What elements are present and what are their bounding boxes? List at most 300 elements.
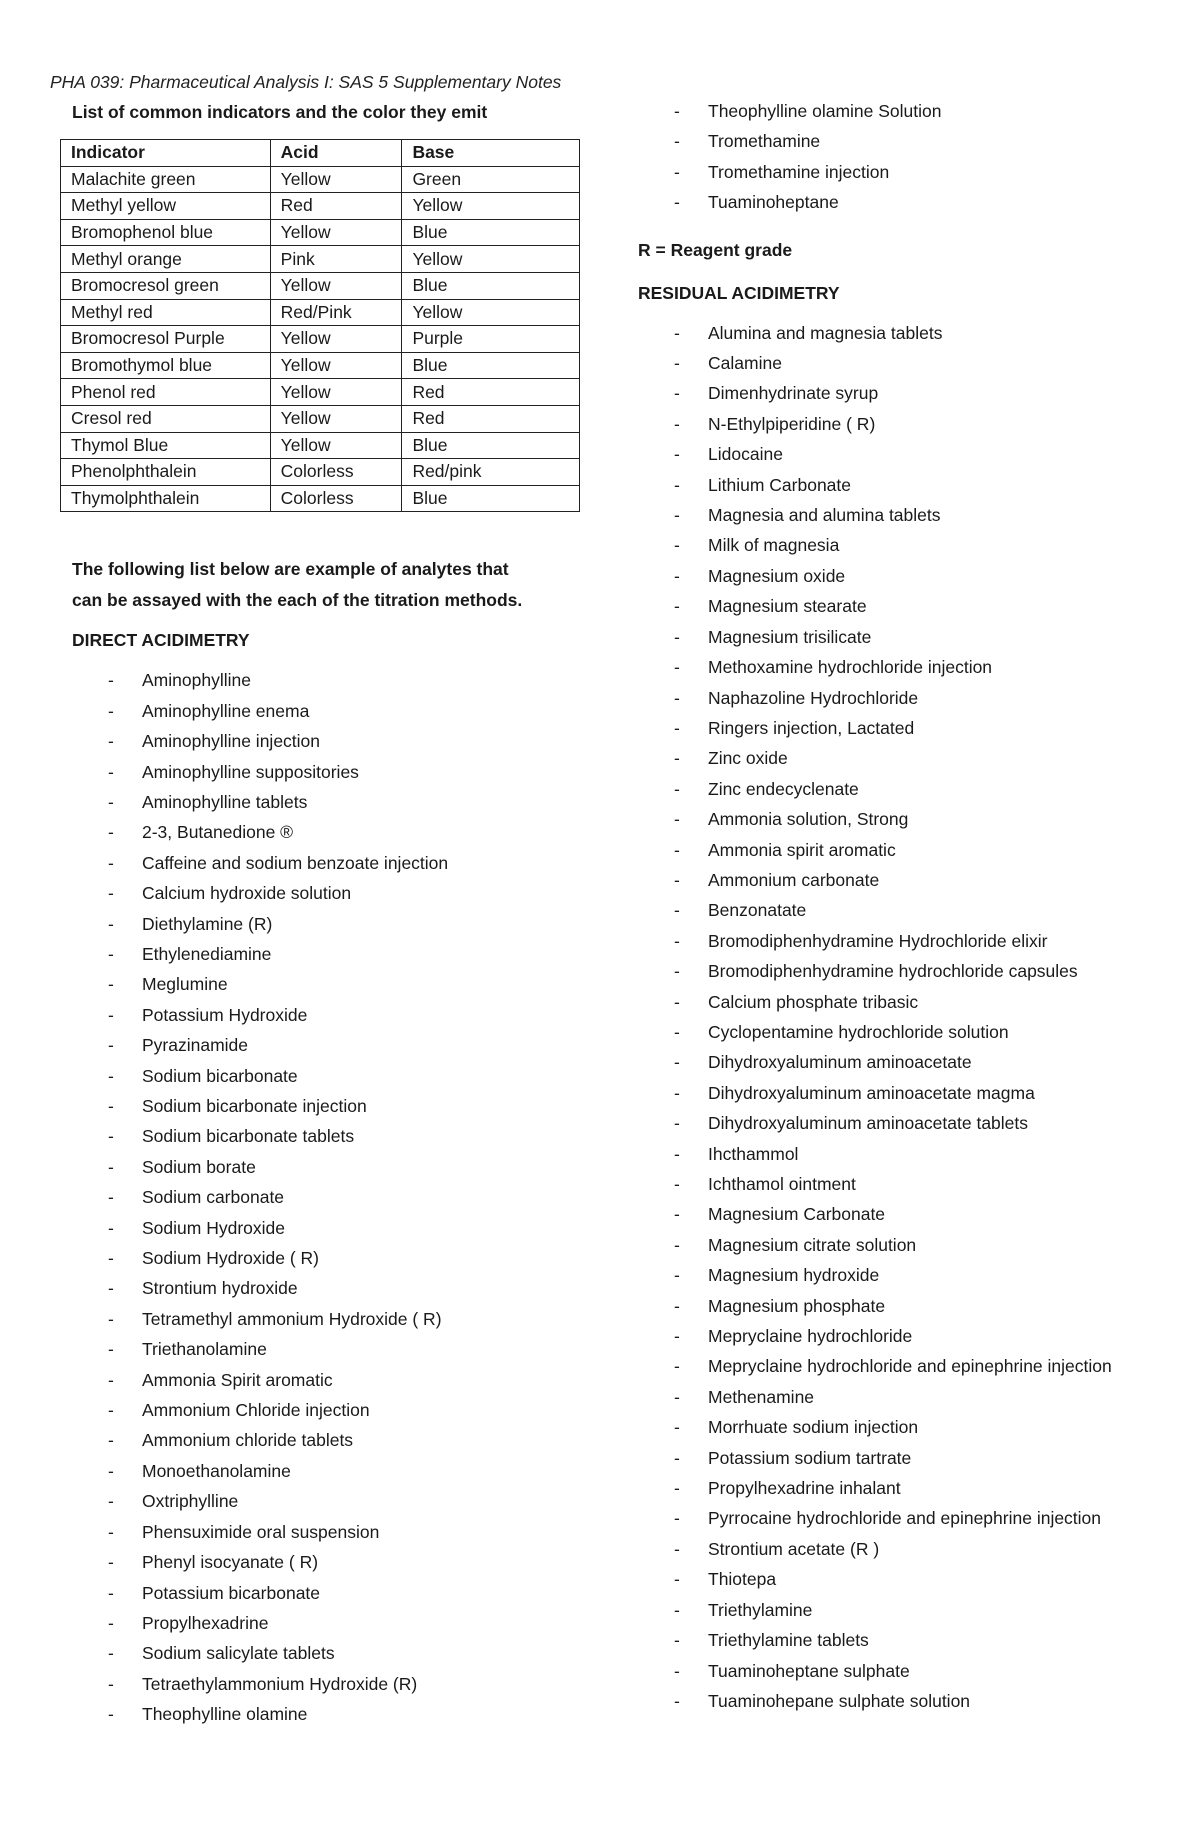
dash-bullet: - [674, 748, 680, 769]
dash-bullet: - [674, 413, 680, 434]
list-item-text: Ammonium Chloride injection [142, 1400, 370, 1421]
dash-bullet: - [674, 1690, 680, 1711]
list-item [636, 126, 1176, 156]
list-item-text: Monoethanolamine [142, 1460, 291, 1481]
dash-bullet: - [108, 1248, 114, 1269]
dash-bullet: - [674, 565, 680, 586]
list-item-text: Calamine [708, 353, 782, 374]
list-item [636, 1564, 1176, 1594]
list-item [60, 1182, 600, 1212]
cell-indicator: Bromocresol green [61, 272, 271, 299]
list-item-text: Methoxamine hydrochloride injection [708, 657, 993, 678]
dash-bullet: - [108, 1278, 114, 1299]
list-item-text: Caffeine and sodium benzoate injection [142, 852, 449, 873]
cell-acid: Yellow [270, 166, 402, 193]
list-item-text: Ihcthammol [708, 1143, 799, 1164]
list-item-text: Phenyl isocyanate ( R) [142, 1552, 319, 1573]
list-item-text: Tromethamine [708, 131, 821, 152]
list-item-text: Morrhuate sodium injection [708, 1417, 919, 1438]
cell-indicator: Methyl yellow [61, 193, 271, 220]
list-item-text: Mepryclaine hydrochloride [708, 1326, 913, 1347]
list-item-text: Tuaminoheptane sulphate [708, 1660, 910, 1681]
dash-bullet: - [674, 596, 680, 617]
list-item [636, 1595, 1176, 1625]
list-item-text: Magnesium hydroxide [708, 1265, 880, 1286]
list-item-text: Propylhexadrine [142, 1612, 269, 1633]
list-item [636, 318, 1176, 348]
list-item [636, 96, 1176, 126]
cell-acid: Yellow [270, 352, 402, 379]
dash-bullet: - [674, 1356, 680, 1377]
cell-indicator: Phenol red [61, 379, 271, 406]
cell-acid: Colorless [270, 485, 402, 512]
list-item-text: Lithium Carbonate [708, 474, 851, 495]
table-row [61, 379, 580, 406]
list-item [636, 1503, 1176, 1533]
dash-bullet: - [674, 869, 680, 890]
list-item [636, 1625, 1176, 1655]
right-column [636, 102, 1176, 1716]
cell-base: Blue [402, 485, 580, 512]
list-item-text: Calcium hydroxide solution [142, 883, 352, 904]
dash-bullet: - [674, 1386, 680, 1407]
dash-bullet: - [674, 1021, 680, 1042]
list-item [636, 348, 1176, 378]
list-item [636, 895, 1176, 925]
list-item [60, 1000, 600, 1030]
list-item-text: Ammonia spirit aromatic [708, 839, 896, 860]
cell-indicator: Bromophenol blue [61, 219, 271, 246]
list-item [636, 1686, 1176, 1716]
dash-bullet: - [674, 1174, 680, 1194]
list-item-text: Aminophylline [142, 670, 251, 691]
dash-bullet: - [674, 474, 680, 495]
cell-indicator: Phenolphthalein [61, 459, 271, 486]
table-row [61, 219, 580, 246]
cell-base: Yellow [402, 246, 580, 273]
list-item-text: Zinc endecyclenate [708, 778, 859, 799]
list-item-text: Diethylamine (R) [142, 913, 273, 934]
table-title: List of common indicators and the color they emit [72, 102, 488, 122]
cell-indicator: Bromocresol Purple [61, 326, 271, 353]
list-item [60, 1669, 600, 1699]
list-item [636, 1139, 1176, 1169]
dash-bullet: - [108, 1552, 114, 1573]
list-item [60, 1547, 600, 1577]
cell-base: Red [402, 379, 580, 406]
dash-bullet: - [108, 822, 114, 843]
dash-bullet: - [108, 883, 114, 904]
list-item-text: Potassium Hydroxide [142, 1004, 308, 1025]
list-item [636, 500, 1176, 530]
dash-bullet: - [108, 1612, 114, 1633]
list-item-text: Tromethamine injection [708, 161, 890, 182]
list-item-text: Ringers injection, Lactated [708, 717, 915, 738]
list-item-text: Sodium bicarbonate tablets [142, 1126, 355, 1147]
list-item [636, 157, 1176, 187]
list-item-text: Aminophylline enema [142, 700, 310, 721]
table-row [61, 459, 580, 486]
list-item-text: Triethylamine [708, 1599, 813, 1620]
list-item [60, 1608, 600, 1638]
list-item-text: Triethanolamine [142, 1339, 267, 1360]
intro-paragraph: The following list below are example of analytes that can be assayed with the each of the titration methods. [72, 559, 523, 611]
list-item [60, 1152, 600, 1182]
table-row [61, 405, 580, 432]
list-item [60, 1699, 600, 1729]
dash-bullet: - [108, 700, 114, 721]
cell-indicator: Thymolphthalein [61, 485, 271, 512]
cell-acid: Yellow [270, 326, 402, 353]
dash-bullet: - [674, 161, 680, 182]
list-item [60, 1213, 600, 1243]
list-item-text: Potassium bicarbonate [142, 1582, 321, 1603]
cell-acid: Red/Pink [270, 299, 402, 326]
list-item [60, 1091, 600, 1121]
list-item-text: Ammonium carbonate [708, 869, 880, 890]
list-item [636, 591, 1176, 621]
list-item-text: Sodium Hydroxide ( R) [142, 1248, 319, 1269]
list-item [60, 1273, 600, 1303]
cell-base: Purple [402, 326, 580, 353]
list-item-text: Magnesia and alumina tablets [708, 505, 941, 526]
list-item-text: Phensuximide oral suspension [142, 1521, 380, 1542]
dash-bullet: - [674, 101, 680, 121]
dash-bullet: - [674, 1113, 680, 1134]
table-row [61, 272, 580, 299]
list-item [60, 787, 600, 817]
dash-bullet: - [108, 1217, 114, 1238]
cell-base: Red [402, 405, 580, 432]
list-item [60, 1456, 600, 1486]
list-item-text: Theophylline olamine Solution [708, 101, 942, 121]
list-item [60, 665, 600, 695]
cell-acid: Colorless [270, 459, 402, 486]
dash-bullet: - [674, 900, 680, 921]
dash-bullet: - [108, 1673, 114, 1694]
list-item [636, 622, 1176, 652]
list-item [60, 909, 600, 939]
list-item [636, 1017, 1176, 1047]
list-item [636, 1351, 1176, 1381]
table-header-row [61, 140, 580, 167]
dash-bullet: - [674, 1569, 680, 1590]
list-item-text: Aminophylline suppositories [142, 761, 359, 782]
cell-base: Green [402, 166, 580, 193]
direct-acidimetry-list [60, 665, 600, 1729]
list-item [636, 1321, 1176, 1351]
list-item [636, 378, 1176, 408]
cell-indicator: Thymol Blue [61, 432, 271, 459]
cell-indicator: Malachite green [61, 166, 271, 193]
list-item-text: Aminophylline tablets [142, 791, 308, 812]
list-item [60, 696, 600, 726]
cell-base: Yellow [402, 299, 580, 326]
dash-bullet: - [108, 1156, 114, 1177]
dash-bullet: - [674, 930, 680, 951]
dash-bullet: - [674, 961, 680, 982]
dash-bullet: - [108, 1430, 114, 1451]
list-item [636, 743, 1176, 773]
indicator-table [60, 139, 580, 512]
list-item-text: Sodium carbonate [142, 1187, 285, 1208]
cell-base: Blue [402, 219, 580, 246]
list-item-text: Pyrrocaine hydrochloride and epinephrine injection [708, 1508, 1102, 1529]
residual-acidimetry-title: RESIDUAL ACIDIMETRY [638, 282, 840, 303]
header-base: Base [402, 140, 580, 167]
list-item-text: Tuaminoheptane [708, 192, 839, 213]
table-row [61, 193, 580, 220]
list-item [636, 530, 1176, 560]
table-row [61, 432, 580, 459]
dash-bullet: - [108, 1065, 114, 1086]
cell-acid: Yellow [270, 379, 402, 406]
list-item [636, 439, 1176, 469]
table-row [61, 352, 580, 379]
dash-bullet: - [108, 852, 114, 873]
list-item-text: Magnesium citrate solution [708, 1234, 917, 1255]
list-item-text: Magnesium stearate [708, 596, 867, 617]
list-item [60, 726, 600, 756]
dash-bullet: - [674, 657, 680, 678]
list-item-text: Theophylline olamine [142, 1704, 308, 1725]
cell-base: Blue [402, 352, 580, 379]
dash-bullet: - [674, 1630, 680, 1651]
table-body [61, 166, 580, 512]
list-item [60, 969, 600, 999]
dash-bullet: - [108, 791, 114, 812]
dash-bullet: - [674, 192, 680, 213]
list-item [636, 1260, 1176, 1290]
list-item-text: Mepryclaine hydrochloride and epinephrine injection [708, 1356, 1112, 1377]
list-item [60, 1030, 600, 1060]
dash-bullet: - [674, 991, 680, 1012]
dash-bullet: - [108, 1035, 114, 1056]
list-item-text: Aminophylline injection [142, 731, 321, 752]
dash-bullet: - [108, 1521, 114, 1542]
dash-bullet: - [674, 1204, 680, 1225]
dash-bullet: - [674, 1234, 680, 1255]
list-item-text: Meglumine [142, 974, 228, 995]
list-item-text: Lidocaine [708, 444, 783, 465]
dash-bullet: - [108, 1400, 114, 1421]
list-item [60, 878, 600, 908]
list-item [636, 835, 1176, 865]
dash-bullet: - [674, 839, 680, 860]
list-item-text: Tuaminohepane sulphate solution [708, 1690, 971, 1711]
list-item-text: Cyclopentamine hydrochloride solution [708, 1021, 1009, 1042]
list-item [60, 1334, 600, 1364]
list-item-text: Strontium hydroxide [142, 1278, 298, 1299]
list-item-text: Dihydroxyaluminum aminoacetate [708, 1052, 972, 1073]
table-row [61, 246, 580, 273]
list-item-text: Methenamine [708, 1386, 815, 1407]
list-item-text: Dihydroxyaluminum aminoacetate magma [708, 1082, 1035, 1103]
dash-bullet: - [674, 626, 680, 647]
list-item-text: Oxtriphylline [142, 1491, 239, 1512]
list-item [636, 1169, 1176, 1199]
dash-bullet: - [674, 1508, 680, 1529]
list-item-text: Tetraethylammonium Hydroxide (R) [142, 1673, 418, 1694]
cell-acid: Yellow [270, 272, 402, 299]
dash-bullet: - [108, 943, 114, 964]
list-item-text: Magnesium oxide [708, 565, 846, 586]
cell-indicator: Methyl orange [61, 246, 271, 273]
list-item [60, 1486, 600, 1516]
reagent-grade-note: R = Reagent grade [638, 239, 793, 260]
cell-acid: Yellow [270, 432, 402, 459]
list-item-text: Milk of magnesia [708, 535, 840, 556]
dash-bullet: - [674, 1538, 680, 1559]
list-item [60, 939, 600, 969]
dash-bullet: - [108, 1308, 114, 1329]
list-item-text: Propylhexadrine inhalant [708, 1478, 901, 1499]
direct-acidimetry-continued-list [636, 96, 1176, 218]
cell-base: Red/pink [402, 459, 580, 486]
cell-base: Yellow [402, 193, 580, 220]
list-item [636, 409, 1176, 439]
dash-bullet: - [674, 1478, 680, 1499]
table-row [61, 166, 580, 193]
page-header: PHA 039: Pharmaceutical Analysis I: SAS 5 Supplementary Notes [50, 72, 562, 92]
list-item [636, 683, 1176, 713]
list-item [636, 926, 1176, 956]
list-item [636, 1412, 1176, 1442]
dash-bullet: - [108, 1704, 114, 1725]
list-item [60, 1638, 600, 1668]
list-item [636, 804, 1176, 834]
list-item-text: Alumina and magnesia tablets [708, 322, 943, 343]
dash-bullet: - [674, 1660, 680, 1681]
dash-bullet: - [674, 778, 680, 799]
cell-indicator: Bromothymol blue [61, 352, 271, 379]
list-item [636, 1443, 1176, 1473]
cell-acid: Yellow [270, 405, 402, 432]
list-item [60, 1425, 600, 1455]
dash-bullet: - [674, 1295, 680, 1316]
list-item-text: Sodium bicarbonate injection [142, 1096, 367, 1116]
list-item [60, 1243, 600, 1273]
dash-bullet: - [108, 1126, 114, 1147]
dash-bullet: - [674, 535, 680, 556]
dash-bullet: - [108, 1096, 114, 1116]
list-item [636, 470, 1176, 500]
list-item-text: Bromodiphenhydramine Hydrochloride elixir [708, 930, 1048, 951]
list-item [636, 1656, 1176, 1686]
dash-bullet: - [108, 1582, 114, 1603]
dash-bullet: - [674, 505, 680, 526]
list-item [636, 1230, 1176, 1260]
list-item [636, 956, 1176, 986]
table-row [61, 485, 580, 512]
cell-indicator: Cresol red [61, 405, 271, 432]
dash-bullet: - [674, 809, 680, 830]
header-indicator: Indicator [61, 140, 271, 167]
list-item [60, 817, 600, 847]
cell-base: Blue [402, 432, 580, 459]
list-item-text: Sodium borate [142, 1156, 256, 1177]
dash-bullet: - [674, 1082, 680, 1103]
dash-bullet: - [108, 1643, 114, 1664]
list-item-text: Dimenhydrinate syrup [708, 383, 879, 404]
list-item [60, 1061, 600, 1091]
list-item-text: 2-3, Butanedione ® [142, 822, 294, 843]
list-item [636, 1108, 1176, 1138]
list-item [636, 713, 1176, 743]
dash-bullet: - [674, 687, 680, 708]
list-item [60, 1395, 600, 1425]
list-item-text: Sodium Hydroxide [142, 1217, 285, 1238]
list-item-text: Magnesium Carbonate [708, 1204, 886, 1225]
list-item [60, 1121, 600, 1151]
dash-bullet: - [674, 1143, 680, 1164]
list-item-text: Magnesium trisilicate [708, 626, 872, 647]
residual-acidimetry-list [636, 318, 1176, 1717]
list-item-text: Dihydroxyaluminum aminoacetate tablets [708, 1113, 1029, 1134]
dash-bullet: - [674, 383, 680, 404]
dash-bullet: - [674, 1265, 680, 1286]
list-item [636, 774, 1176, 804]
list-item-text: Sodium bicarbonate [142, 1065, 298, 1086]
dash-bullet: - [108, 1369, 114, 1390]
cell-acid: Red [270, 193, 402, 220]
list-item [636, 987, 1176, 1017]
dash-bullet: - [674, 1417, 680, 1438]
cell-base: Blue [402, 272, 580, 299]
list-item-text: Ichthamol ointment [708, 1174, 856, 1194]
list-item [636, 1473, 1176, 1503]
list-item-text: Potassium sodium tartrate [708, 1447, 912, 1468]
cell-acid: Yellow [270, 219, 402, 246]
list-item [636, 1382, 1176, 1412]
list-item [60, 1304, 600, 1334]
dash-bullet: - [108, 1460, 114, 1481]
dash-bullet: - [674, 322, 680, 343]
header-acid: Acid [270, 140, 402, 167]
dash-bullet: - [108, 1004, 114, 1025]
list-item-text: Benzonatate [708, 900, 807, 921]
list-item [636, 1047, 1176, 1077]
list-item-text: Bromodiphenhydramine hydrochloride capsules [708, 961, 1078, 982]
list-item-text: Naphazoline Hydrochloride [708, 687, 919, 708]
list-item [636, 1199, 1176, 1229]
list-item [60, 757, 600, 787]
list-item-text: Ethylenediamine [142, 943, 272, 964]
list-item [636, 1534, 1176, 1564]
dash-bullet: - [108, 1339, 114, 1360]
list-item [60, 848, 600, 878]
cell-acid: Pink [270, 246, 402, 273]
table-row [61, 299, 580, 326]
list-item-text: Calcium phosphate tribasic [708, 991, 919, 1012]
list-item-text: Ammonia solution, Strong [708, 809, 909, 830]
list-item-text: Triethylamine tablets [708, 1630, 869, 1651]
list-item [636, 187, 1176, 217]
direct-acidimetry-title: DIRECT ACIDIMETRY [72, 630, 250, 651]
list-item-text: Zinc oxide [708, 748, 788, 769]
list-item [60, 1517, 600, 1547]
list-item-text: Tetramethyl ammonium Hydroxide ( R) [142, 1308, 442, 1329]
dash-bullet: - [674, 131, 680, 152]
list-item-text: Magnesium phosphate [708, 1295, 886, 1316]
dash-bullet: - [108, 1491, 114, 1512]
dash-bullet: - [674, 1052, 680, 1073]
dash-bullet: - [674, 353, 680, 374]
dash-bullet: - [108, 761, 114, 782]
list-item-text: Strontium acetate (R ) [708, 1538, 880, 1559]
table-row [61, 326, 580, 353]
list-item-text: Pyrazinamide [142, 1035, 249, 1056]
